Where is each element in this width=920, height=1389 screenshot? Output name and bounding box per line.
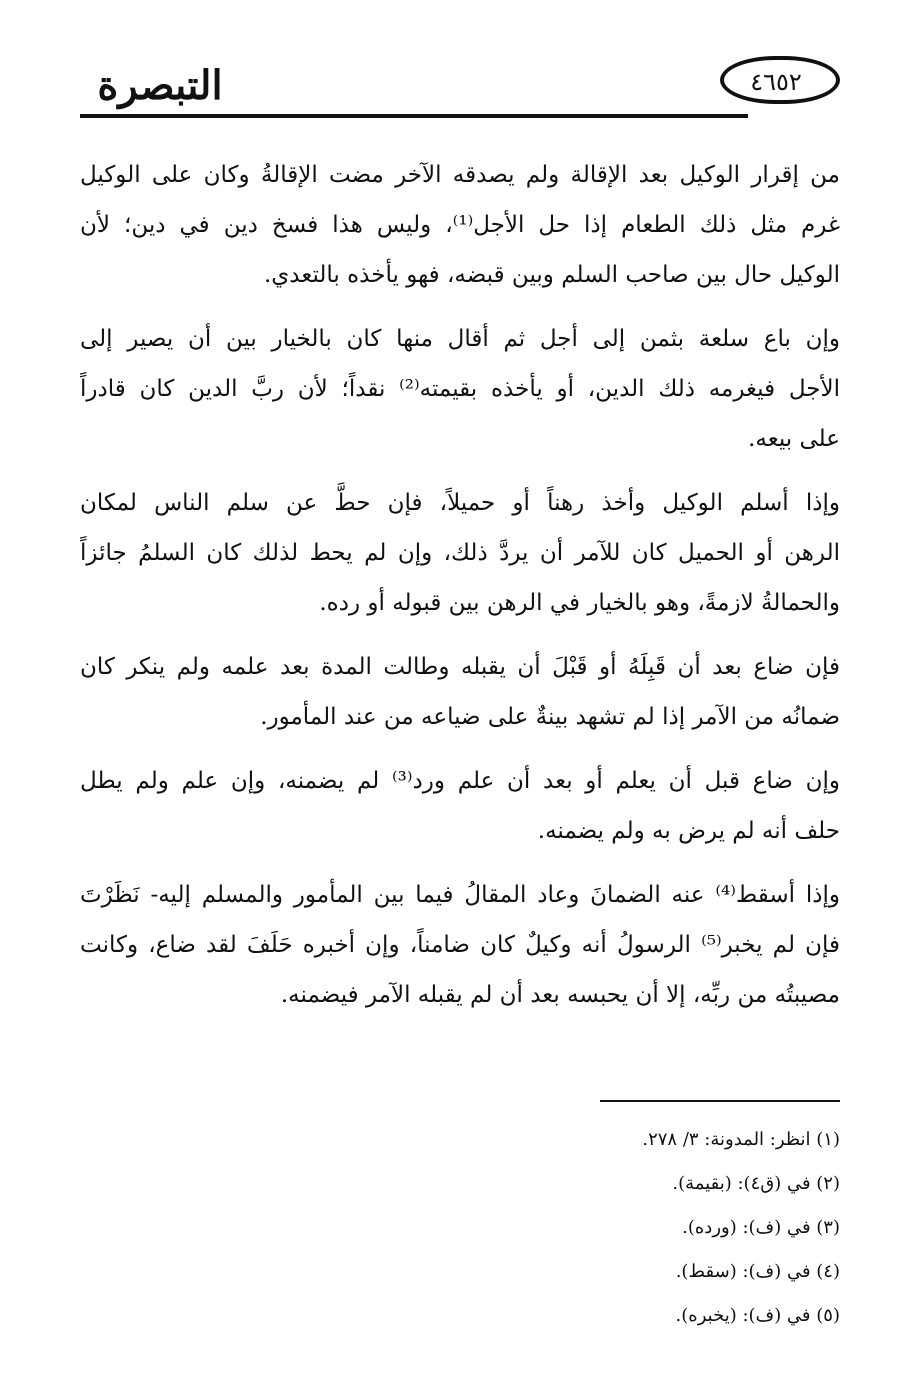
text-line: الوكيل حال بين صاحب السلم وبين قبضه، فهو يأخذه بالتعدي. <box>263 262 840 288</box>
paragraph-5 <box>80 756 840 856</box>
paragraph-2 <box>80 314 840 464</box>
header-rule <box>80 114 748 118</box>
page-number: ٤٦٥٢ <box>750 68 802 96</box>
text-line: الرهن أو الحميل كان للآمر أن يردَّ ذلك، وإن لم يحط لذلك كان السلمُ جائزاً <box>80 540 840 566</box>
footnote-2: (٢) في (ق٤): (بقيمة). <box>672 1173 840 1194</box>
page-header <box>80 48 840 128</box>
text-line: ضمانُه من الآمر إذا لم تشهد بينةٌ على ضياعه من عند المأمور. <box>260 704 840 730</box>
text-line: من إقرار الوكيل بعد الإقالة ولم يصدقه الآخر مضت الإقالةُ وكان على الوكيل <box>80 162 840 188</box>
text-line: فإن ضاع بعد أن قَبِلَهُ أو قَبْلَ أن يقبله وطالت المدة بعد علمه ولم ينكر كان <box>80 654 840 680</box>
text-line: وإذا أسقط⁽⁴⁾ عنه الضمانَ وعاد المقالُ فيما بين المأمور والمسلم إليه- نَظَرْتَ <box>80 882 840 908</box>
text-line: مصيبتُه من ربِّه، إلا أن يحبسه بعد أن لم يقبله الآمر فيضمنه. <box>280 982 840 1008</box>
text-line: على بيعه. <box>748 426 840 452</box>
main-text <box>80 150 840 1034</box>
footnote-4: (٤) في (ف): (سقط). <box>675 1261 840 1282</box>
text-line: فإن لم يخبر⁽⁵⁾ الرسولُ أنه وكيلٌ كان ضامناً، وإن أخبره حَلَفَ لقد ضاع، وكانت <box>80 932 841 958</box>
footnotes <box>240 1118 840 1338</box>
footnote-separator <box>600 1100 840 1102</box>
paragraph-4 <box>80 642 840 742</box>
footnote-5: (٥) في (ف): (يخبره). <box>675 1305 840 1326</box>
paragraph-6 <box>80 870 840 1020</box>
text-line: الأجل فيغرمه ذلك الدين، أو يأخذه بقيمته⁽²⁾ نقداً؛ لأن ربَّ الدين كان قادراً <box>80 376 840 402</box>
text-line: حلف أنه لم يرض به ولم يضمنه. <box>537 818 840 844</box>
paragraph-3 <box>80 478 840 628</box>
book-title: التبصرة <box>97 62 223 109</box>
text-line: والحمالةُ لازمةً، وهو بالخيار في الرهن بين قبوله أو رده. <box>319 590 840 616</box>
footnote-3: (٣) في (ف): (ورده). <box>682 1217 840 1238</box>
text-line: وإن ضاع قبل أن يعلم أو بعد أن علم ورد⁽³⁾ لم يضمنه، وإن علم ولم يطل <box>80 768 840 794</box>
footnote-1: (١) انظر: المدونة: ٣/ ٢٧٨. <box>642 1129 840 1150</box>
text-line: وإن باع سلعة بثمن إلى أجل ثم أقال منها كان بالخيار بين أن يصير إلى <box>80 326 840 352</box>
text-line: غرم مثل ذلك الطعام إذا حل الأجل⁽¹⁾، وليس هذا فسخ دين في دين؛ لأن <box>80 212 841 238</box>
paragraph-1 <box>80 150 840 300</box>
text-line: وإذا أسلم الوكيل وأخذ رهناً أو حميلاً، فإن حطَّ عن سلم الناس لمكان <box>80 490 840 516</box>
